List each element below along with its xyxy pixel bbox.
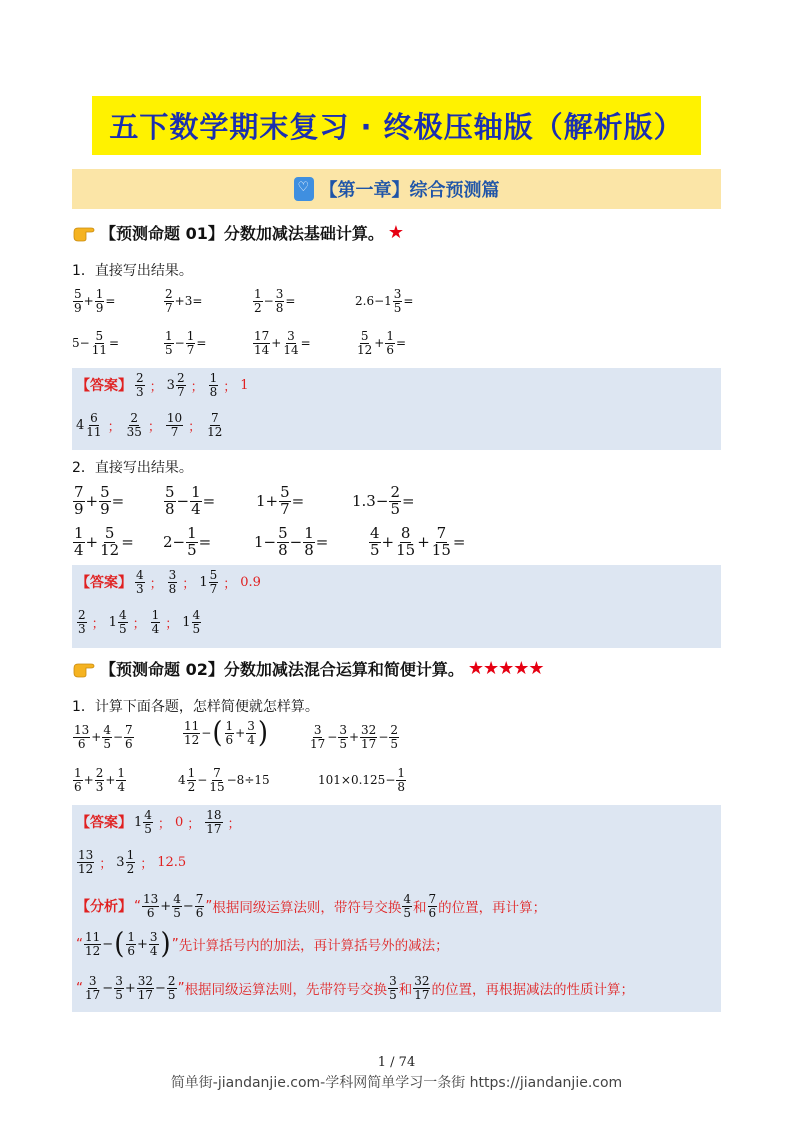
section-heading-02	[72, 657, 544, 680]
answer-line: 【答案】 $\frac{4}{3}$ ； $\frac{3}{8}$ ； 1 $\frac{5}{7}$ ； 0.9	[76, 568, 261, 596]
title-banner	[92, 96, 701, 155]
answer-line: $\frac{13}{12}$ ； 3 $\frac{1}{2}$ ； 12.5	[78, 848, 187, 876]
answer-line: 【答案】 $\frac{2}{3}$ ； 3 $\frac{2}{7}$ ； $\frac{1}{8}$ ； 1	[76, 371, 249, 399]
page-title: 五下数学期末复习 · 终极压轴版（解析版）	[109, 110, 684, 144]
expression: $\frac{11}{12}$ − ( $\frac{1}{6}$ + $\frac{3}{4}$ )	[184, 716, 268, 750]
expression: $\frac{5}{12}$ + $\frac{1}{6}$ =	[357, 329, 407, 357]
expression: $\frac{1}{5}$ − $\frac{1}{7}$ =	[165, 329, 207, 357]
answer-box	[72, 368, 721, 450]
expression: $\frac{2}{7}$ +3=	[165, 287, 203, 315]
answer-line: 【答案】 1 $\frac{4}{5}$ ； 0 ； $\frac{18}{17}$ ；	[76, 808, 241, 836]
page-number: 1 / 74	[377, 1055, 416, 1070]
question-prompt: 2．直接写出结果。	[72, 460, 193, 476]
answer-line: $\frac{2}{3}$ ； 1 $\frac{4}{5}$ ； $\frac{1}{4}$ ； 1 $\frac{4}{5}$	[78, 608, 201, 636]
expression: $\frac{1}{4}$ + $\frac{5}{12}$ =	[74, 524, 134, 559]
expression: 2− $\frac{1}{5}$ =	[163, 524, 212, 559]
expression: $\frac{4}{5}$ + $\frac{8}{15}$ + $\frac{7}{15}$ =	[370, 524, 466, 559]
chapter-title: 【第一章】综合预测篇	[319, 180, 500, 201]
expression: $\frac{5}{9}$ + $\frac{1}{9}$ =	[74, 287, 116, 315]
analysis-line: “ $\frac{11}{12}$ − ( $\frac{1}{6}$ + $\frac{3}{4}$ ) ” 先计算括号内的加法，再计算括号外的减法；	[76, 927, 449, 961]
chapter-banner	[72, 169, 721, 209]
star-icon: ★	[387, 222, 403, 243]
expression: $\frac{13}{6}$ + $\frac{4}{5}$ − $\frac{7}{6}$	[74, 723, 133, 751]
question-prompt: 1．直接写出结果。	[72, 263, 193, 279]
expression: 1.3− $\frac{2}{5}$ =	[352, 483, 415, 518]
expression: $\frac{1}{2}$ − $\frac{3}{8}$ =	[254, 287, 296, 315]
expression: 1− $\frac{5}{8}$ − $\frac{1}{8}$ =	[254, 524, 329, 559]
analysis-line: “ $\frac{3}{17}$ − $\frac{3}{5}$ + $\frac{32}{17}$ − $\frac{2}{5}$ ” 根据同级运算法则，先带符号交换 $\frac{3}{5}$ 和 $\frac{32}{17}$ 的位置，再根据减法的性质计算；	[76, 974, 634, 1002]
hand-pointing-icon	[72, 224, 96, 242]
answer-line: 4 $\frac{6}{11}$ ； $\frac{2}{35}$ ； $\frac{10}{7}$ ； $\frac{7}{12}$	[76, 411, 223, 439]
star-icon: ★★★★★	[467, 658, 544, 679]
expression: $\frac{3}{17}$ − $\frac{3}{5}$ + $\frac{32}{17}$ − $\frac{2}{5}$	[310, 723, 399, 751]
chapter-badge-icon	[294, 177, 314, 201]
answer-box	[72, 565, 721, 648]
section-title: 【预测命题 01】分数加减法基础计算。	[100, 224, 384, 243]
expression: $\frac{7}{9}$ + $\frac{5}{9}$ =	[74, 483, 125, 518]
expression: 2.6−1 $\frac{3}{5}$ =	[355, 287, 414, 315]
expression: 1+ $\frac{5}{7}$ =	[256, 483, 305, 518]
expression: $\frac{17}{14}$ + $\frac{3}{14}$ =	[254, 329, 311, 357]
expression: $\frac{1}{6}$ + $\frac{2}{3}$ + $\frac{1}{4}$	[74, 766, 126, 794]
expression: $\frac{5}{8}$ − $\frac{1}{4}$ =	[165, 483, 216, 518]
section-title: 【预测命题 02】分数加减法混合运算和简便计算。	[100, 660, 464, 679]
expression: 5− $\frac{5}{11}$ =	[72, 329, 120, 357]
question-prompt: 1．计算下面各题，怎样简便就怎样算。	[72, 699, 319, 715]
analysis-line: 【分析】 “ $\frac{13}{6}$ + $\frac{4}{5}$ − $\frac{7}{6}$ ” 根据同级运算法则，带符号交换 $\frac{4}{5}$ 和 $\frac{7}{6}$ 的位置，再计算；	[76, 892, 547, 920]
section-heading-01	[72, 221, 403, 244]
answer-box	[72, 805, 721, 1012]
footer-watermark: 简单街-jiandanjie.com-学科网简单学习一条街 https://jiandanjie.com	[170, 1075, 623, 1091]
hand-pointing-icon	[72, 660, 96, 678]
expression: 4 $\frac{1}{2}$ − $\frac{7}{15}$ −8÷15	[178, 766, 270, 794]
expression: 101×0.125− $\frac{1}{8}$	[318, 766, 406, 794]
